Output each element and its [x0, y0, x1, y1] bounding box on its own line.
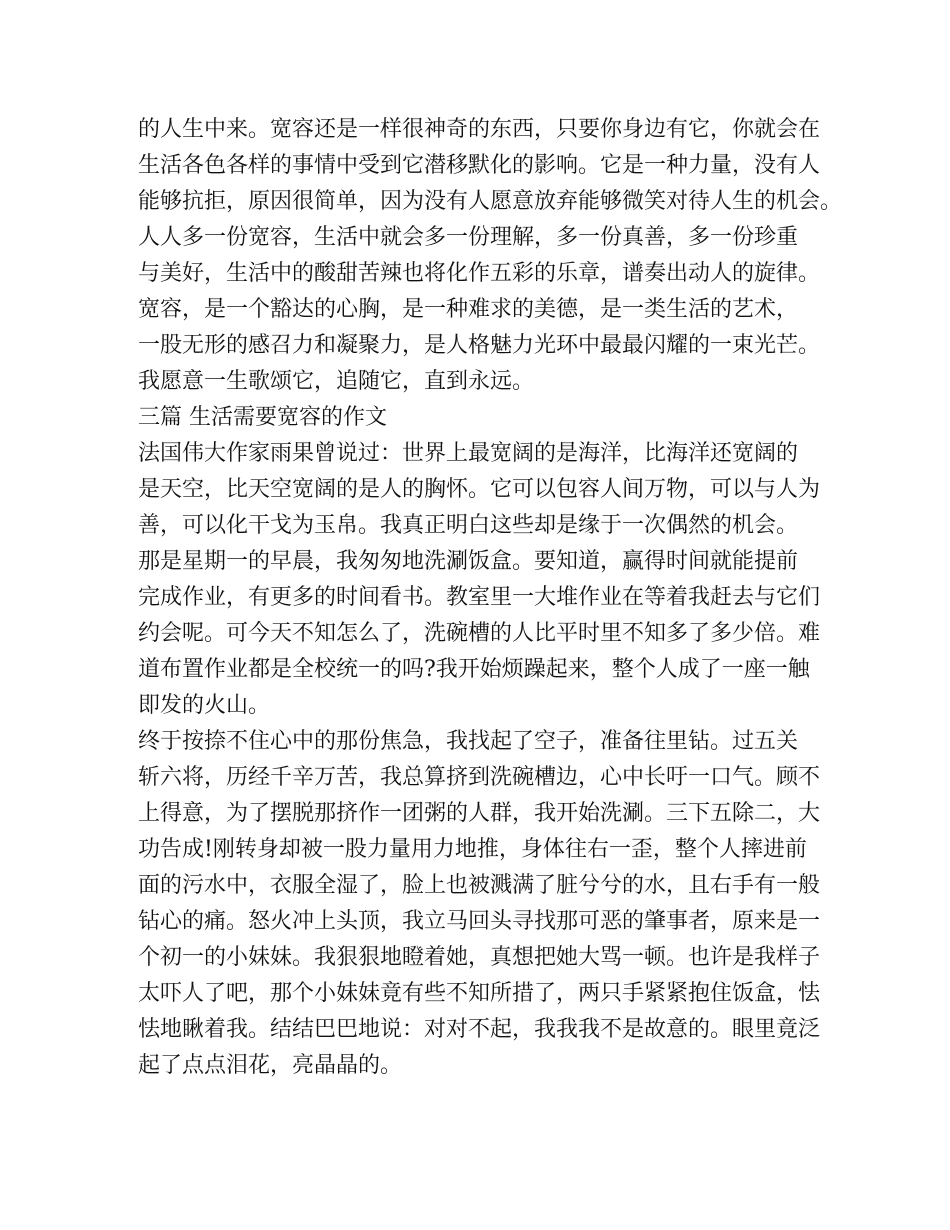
- text-line: 能够抗拒，原因很简单，因为没有人愿意放弃能够微笑对待人生的机会。: [138, 189, 843, 214]
- body-text: [138, 112, 843, 1084]
- text-line: 怯地瞅着我。结结巴巴地说：对对不起，我我我不是故意的。眼里竟泛: [138, 1017, 821, 1042]
- text-line: 钻心的痛。怒火冲上头顶，我立马回头寻找那可恶的肇事者，原来是一: [138, 909, 821, 934]
- text-line: 功告成!刚转身却被一股力量用力地推，身体往右一歪，整个人摔进前: [138, 837, 807, 862]
- text-line: 与美好，生活中的酸甜苦辣也将化作五彩的乐章，谱奏出动人的旋律。: [138, 261, 821, 286]
- text-line: 约会呢。可今天不知怎么了，洗碗槽的人比平时里不知多了多少倍。难: [138, 621, 821, 646]
- text-line: 太吓人了吧，那个小妹妹竟有些不知所措了，两只手紧紧抱住饭盒，怯: [138, 981, 821, 1006]
- text-line: 法国伟大作家雨果曾说过：世界上最宽阔的是海洋，比海洋还宽阔的: [138, 441, 799, 466]
- text-line: 的人生中来。宽容还是一样很神奇的东西，只要你身边有它，你就会在: [138, 117, 821, 142]
- text-line: 那是星期一的早晨，我匆匆地洗涮饭盒。要知道，赢得时间就能提前: [138, 549, 799, 574]
- text-line: 人人多一份宽容，生活中就会多一份理解，多一份真善，多一份珍重: [138, 225, 799, 250]
- text-line: 起了点点泪花，亮晶晶的。: [138, 1053, 403, 1078]
- text-line: 即发的火山。: [138, 693, 271, 718]
- text-line: 终于按捺不住心中的那份焦急，我找起了空子，准备往里钻。过五关: [138, 729, 799, 754]
- text-line: 斩六将，历经千辛万苦，我总算挤到洗碗槽边，心中长吁一口气。顾不: [138, 765, 821, 790]
- text-line: 我愿意一生歌颂它，追随它，直到永远。: [138, 369, 535, 394]
- text-line: 面的污水中，衣服全湿了，脸上也被溅满了脏兮兮的水，且右手有一般: [138, 873, 821, 898]
- text-line: 一股无形的感召力和凝聚力，是人格魅力光环中最最闪耀的一束光芒。: [138, 333, 821, 358]
- text-line: 个初一的小妹妹。我狠狠地瞪着她，真想把她大骂一顿。也许是我样子: [138, 945, 821, 970]
- text-line: 是天空，比天空宽阔的是人的胸怀。它可以包容人间万物，可以与人为: [138, 477, 821, 502]
- text-line: 完成作业，有更多的时间看书。教室里一大堆作业在等着我赶去与它们: [138, 585, 821, 610]
- text-line: 生活各色各样的事情中受到它潜移默化的影响。它是一种力量，没有人: [138, 153, 821, 178]
- text-line: 上得意，为了摆脱那挤作一团粥的人群，我开始洗涮。三下五除二，大: [138, 801, 821, 826]
- text-line: 道布置作业都是全校统一的吗?我开始烦躁起来，整个人成了一座一触: [138, 657, 810, 682]
- text-line: 宽容，是一个豁达的心胸，是一种难求的美德，是一类生活的艺术，: [138, 297, 799, 322]
- section-heading: 三篇 生活需要宽容的作文: [138, 405, 387, 430]
- text-line: 善，可以化干戈为玉帛。我真正明白这些却是缘于一次偶然的机会。: [138, 513, 799, 538]
